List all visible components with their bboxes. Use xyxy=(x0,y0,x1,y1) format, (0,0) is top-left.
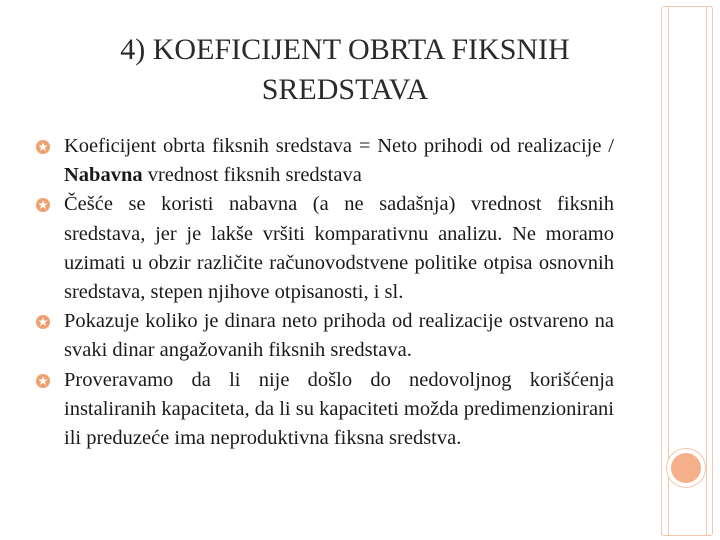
bullet-item xyxy=(34,132,614,190)
slide-title-line-2: SREDSTAVA xyxy=(261,73,429,106)
bullet-item xyxy=(34,190,614,307)
slide-title xyxy=(60,30,630,110)
bullet-item xyxy=(34,366,614,454)
slide-title-line-1: 4) KOEFICIJENT OBRTA FIKSNIH xyxy=(120,33,570,66)
bullet-text: Koeficijent obrta fiksnih sredstava = Neto prihodi od realizacije / xyxy=(64,135,614,157)
star-in-circle-icon xyxy=(36,374,50,388)
star-in-circle-icon xyxy=(36,140,50,154)
bullet-text: Češće se koristi nabavna (a ne sadašnja) vrednost fiksnih sredstava, jer je lakše vršiti komparativnu analizu. Ne moramo uzimati u obzir različite računovodstvene politike otpisa osnovnih sredstava, stepen njihove otpisanosti, i sl. xyxy=(64,193,614,304)
bullet-text: vrednost fiksnih sredstava xyxy=(142,164,362,187)
decorative-circle xyxy=(671,453,701,483)
decorative-frame-line xyxy=(706,6,707,536)
bullet-list xyxy=(34,132,614,453)
star-in-circle-icon xyxy=(36,315,50,329)
bullet-item xyxy=(34,307,614,365)
star-in-circle-icon xyxy=(36,198,50,212)
bullet-text: Pokazuje koliko je dinara neto prihoda od realizacije ostvareno na svaki dinar angažovanih fiksnih sredstava. xyxy=(64,310,614,362)
bullet-bold-text: Nabavna xyxy=(64,164,143,187)
bullet-text: Proveravamo da li nije došlo do nedovoljnog korišćenja instaliranih kapaciteta, da li su kapaciteti možda predimenzionirani ili preduzeće ima neproduktivna fiksna sredstva. xyxy=(64,368,614,450)
